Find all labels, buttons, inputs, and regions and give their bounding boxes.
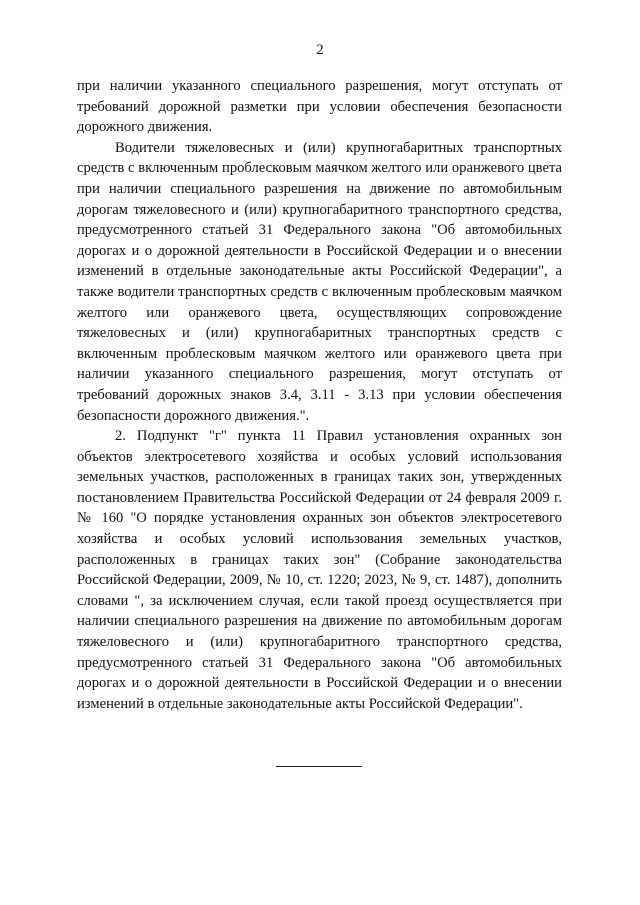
- paragraph-drivers-special-permit: Водители тяжеловесных и (или) крупногабаритных транспортных средств с включенным проблесковым маячком желтого или оранжевого цвета при наличии специального разрешения на движение по автомобильным дорогам тяжеловесного и (или) крупногабаритного транспортного средства, предусмотренного статьей 31 Федерального закона "Об автомобильных дорогах и о дорожной деятельности в Российской Федерации и о внесении изменений в отдельные законодательные акты Российской Федерации", а также водители транспортных средств с включенным проблесковым маячком желтого или оранжевого цвета, осуществляющих сопровождение тяжеловесных и (или) крупногабаритных транспортных средств с включенным проблесковым маячком желтого или оранжевого цвета при наличии указанного специального разрешения, могут отступать от требований дорожных знаков 3.4, 3.11 - 3.13 при условии обеспечения безопасности дорожного движения.".: [77, 139, 562, 424]
- paragraph-amendment-2: 2. Подпункт "г" пункта 11 Правил установления охранных зон объектов электросетевого хозяйства и особых условий использования земельных участков, расположенных в границах таких зон, утвержденных постановлением Правительства Российской Федерации от 24 февраля 2009 г. № 160 "О порядке установления охранных зон объектов электросетевого хозяйства и особых условий использования земельных участков, расположенных в границах таких зон" (Собрание законодательства Российской Федерации, 2009, № 10, ст. 1220; 2023, № 9, ст. 1487), дополнить словами ", за исключением случая, если такой проезд осуществляется при наличии специального разрешения на движение по автомобильным дорогам тяжеловесного и (или) крупногабаритного транспортного средства, предусмотренного статьей 31 Федерального закона "Об автомобильных дорогах и о дорожной деятельности в Российской Федерации и о внесении изменений в отдельные законодательные акты Российской Федерации".: [77, 428, 562, 712]
- document-body: [77, 76, 562, 714]
- page-number: 2: [316, 42, 324, 58]
- closing-separator-line: [276, 766, 362, 767]
- paragraph-continuation: при наличии указанного специального разрешения, могут отступать от требований дорожной разметки при условии обеспечения безопасности дорожного движения.: [77, 78, 562, 136]
